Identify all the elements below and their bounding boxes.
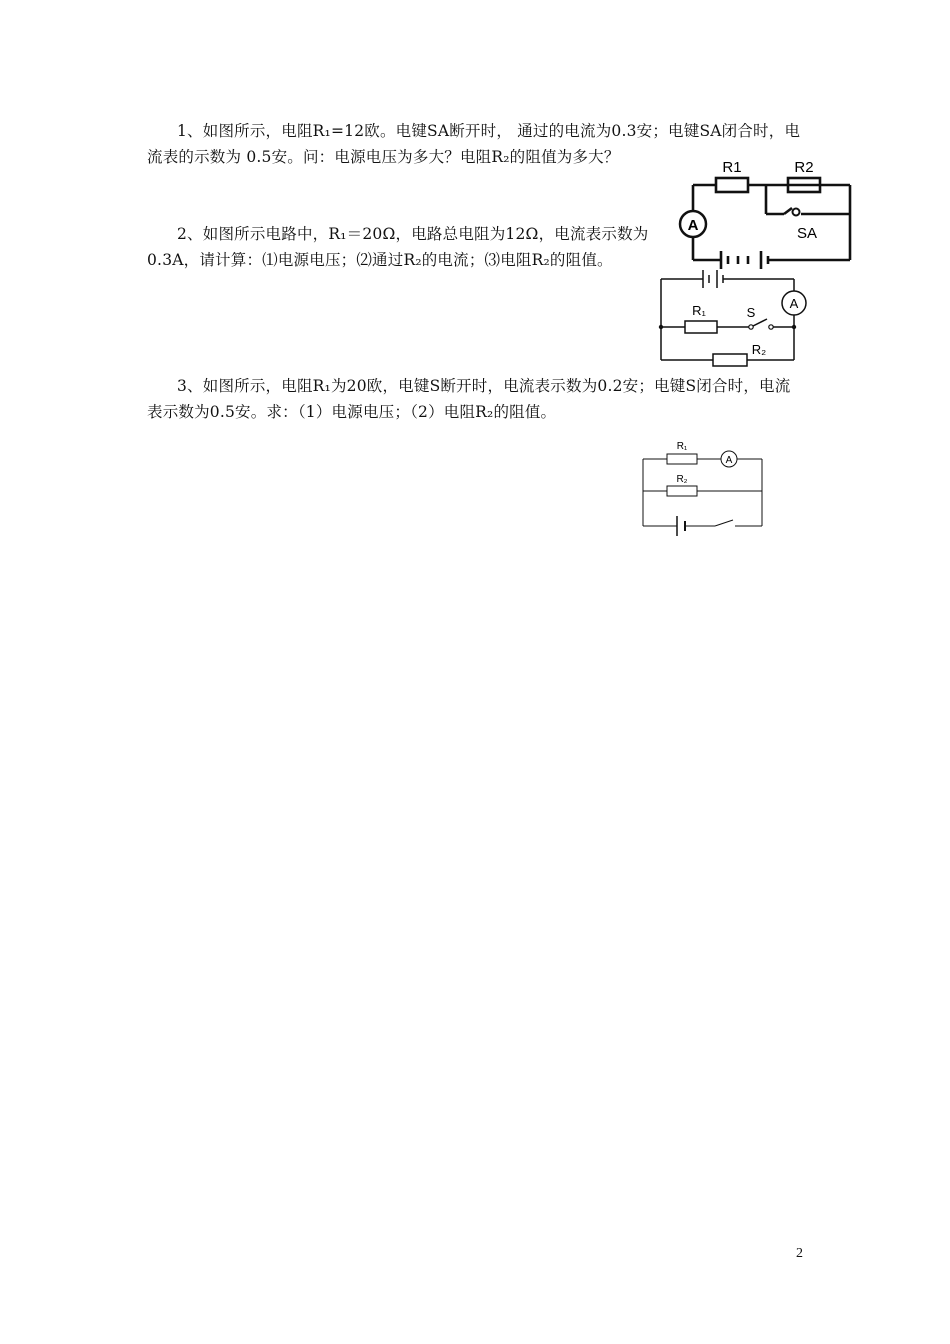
r2-label: R₂ xyxy=(751,342,767,357)
question-2-line-1: 2、如图所示电路中，R₁＝20Ω，电路总电阻为12Ω，电流表示数为 xyxy=(177,225,649,243)
ammeter-label: A xyxy=(789,296,799,311)
switch xyxy=(715,520,733,526)
circuit-diagram-2 xyxy=(655,265,815,367)
question-1-line-1: 1、如图所示，电阻R₁=12欧。电键SA断开时， 通过的电流为0.3安；电键SA闭合时，电 xyxy=(177,122,801,140)
resistor-r1 xyxy=(667,454,697,464)
page-number: 2 xyxy=(796,1246,803,1261)
question-3-line-2: 表示数为0.5安。求：（1）电源电压；（2）电阻R₂的阻值。 xyxy=(147,403,557,421)
r2-label: R2 xyxy=(794,159,814,176)
switch-sa xyxy=(784,208,792,214)
ammeter-label: A xyxy=(687,217,699,234)
resistor-r1 xyxy=(716,178,748,192)
resistor-r2 xyxy=(713,354,747,366)
r2-label: R₂ xyxy=(676,474,688,485)
ammeter-label: A xyxy=(725,455,733,466)
switch-label: S xyxy=(746,305,756,320)
resistor-r1 xyxy=(685,321,717,333)
question-3-line-1: 3、如图所示，电阻R₁为20欧，电键S断开时，电流表示数为0.2安；电键S闭合时，电流 xyxy=(177,377,791,395)
question-1-line-2: 流表的示数为 0.5安。问：电源电压为多大？电阻R₂的阻值为多大？ xyxy=(147,148,620,166)
question-2-line-2: 0.3A，请计算：⑴电源电压；⑵通过R₂的电流；⑶电阻R₂的阻值。 xyxy=(147,251,613,269)
switch-label: SA xyxy=(796,225,818,242)
r1-label: R₁ xyxy=(692,303,706,318)
circuit-diagram-3 xyxy=(639,436,769,540)
r1-label: R1 xyxy=(722,159,742,176)
question-3 xyxy=(147,373,812,425)
r1-label: R₁ xyxy=(676,441,688,452)
resistor-r2 xyxy=(667,486,697,496)
